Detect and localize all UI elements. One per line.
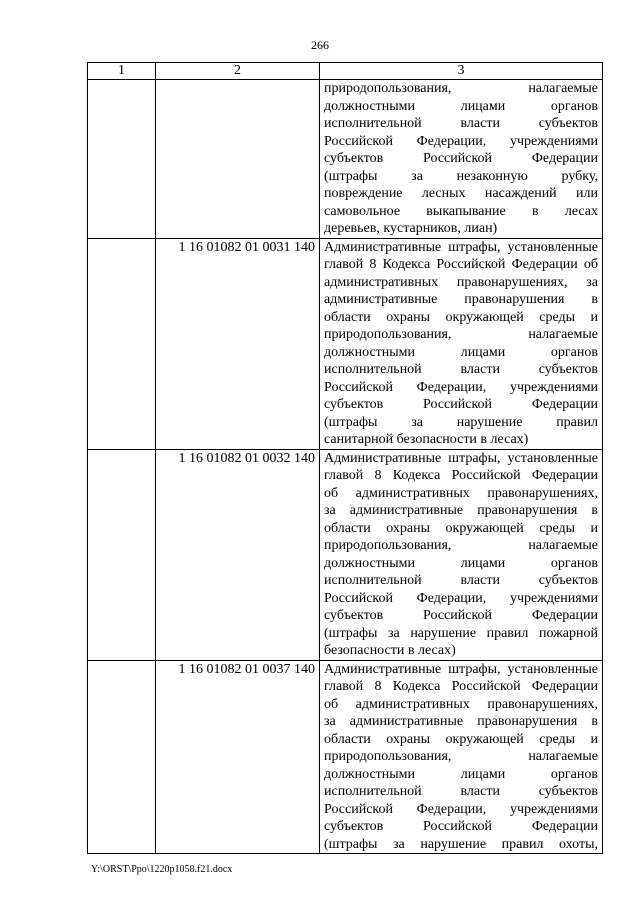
column-header-3: 3 [320,63,603,80]
description-line: Российской Федерации, учреждениями [324,801,598,817]
description-line: должностными лицами органов [324,98,598,114]
column-header-1: 1 [88,63,156,80]
description-cell [320,449,603,660]
description-line: должностными лицами органов [324,344,598,360]
description-line: природопользования, налагаемые [324,81,598,96]
description-line: исполнительной власти субъектов [324,362,598,377]
description-line: должностными лицами органов [324,555,598,571]
budget-code-cell: 1 16 01082 01 0032 140 [156,449,320,660]
description-line: Административные штрафы, установленные [324,239,598,255]
description-line: повреждение лесных насаждений или [324,186,598,201]
row-number-cell [88,80,156,239]
description-line: субъектов Российской Федерации [324,819,598,834]
description-line: исполнительной власти субъектов [324,784,598,799]
description-line: области охраны окружающей среды и [324,309,598,325]
row-number-cell [88,660,156,854]
description-line: главой 8 Кодекса Российской Федерации [324,468,598,483]
table-row [88,80,603,239]
table-row [88,660,603,854]
row-number-cell [88,449,156,660]
description-line: самовольное выкапывание в лесах [324,203,598,219]
description-line: Административные штрафы, установленные [324,450,598,466]
description-line: субъектов Российской Федерации [324,151,598,166]
budget-code-cell [156,80,320,239]
budget-code-cell: 1 16 01082 01 0031 140 [156,238,320,449]
description-line: (штрафы за нарушение правил охоты, [324,836,598,852]
description-line: административных правонарушениях, за [324,274,598,290]
description-cell [320,238,603,449]
table-row [88,238,603,449]
row-number-cell [88,238,156,449]
description-line-last: деревьев, кустарников, лиан) [324,221,498,236]
description-line: Российской Федерации, учреждениями [324,379,598,395]
description-line-last: санитарной безопасности в лесах) [324,432,529,447]
table-body [88,80,603,854]
description-line: об административных правонарушениях, [324,485,598,501]
description-line: административные правонарушения в [324,292,598,307]
column-header-2: 2 [156,63,320,80]
description-line: главой 8 Кодекса Российской Федерации [324,679,598,694]
description-line: субъектов Российской Федерации [324,397,598,412]
description-cell [320,660,603,854]
description-line: главой 8 Кодекса Российской Федерации об [324,257,598,272]
file-path-footer: Y:\ORST\Ppo\1220p1058.f21.docx [91,864,233,875]
description-line: должностными лицами органов [324,766,598,782]
table-header-row [88,63,603,80]
description-line: природопользования, налагаемые [324,538,598,553]
description-line: Административные штрафы, установленные [324,661,598,677]
budget-codes-table [87,62,603,854]
description-line: природопользования, налагаемые [324,327,598,342]
description-line: субъектов Российской Федерации [324,608,598,623]
description-line: за административные правонарушения в [324,714,598,729]
description-line: исполнительной власти субъектов [324,116,598,131]
description-line: Российской Федерации, учреждениями [324,133,598,149]
page-number: 266 [311,38,329,52]
description-line: (штрафы за незаконную рубку, [324,168,598,184]
description-line: природопользования, налагаемые [324,749,598,764]
description-cell [320,80,603,239]
table-row [88,449,603,660]
description-line: исполнительной власти субъектов [324,573,598,588]
description-line: (штрафы за нарушение правил пожарной [324,625,598,641]
budget-code-cell: 1 16 01082 01 0037 140 [156,660,320,854]
description-line: области охраны окружающей среды и [324,731,598,747]
description-line: (штрафы за нарушение правил [324,414,598,430]
description-line: Российской Федерации, учреждениями [324,590,598,606]
description-line: за административные правонарушения в [324,503,598,518]
description-line: области охраны окружающей среды и [324,520,598,536]
description-line-last: безопасности в лесах) [324,643,456,658]
description-line: об административных правонарушениях, [324,696,598,712]
